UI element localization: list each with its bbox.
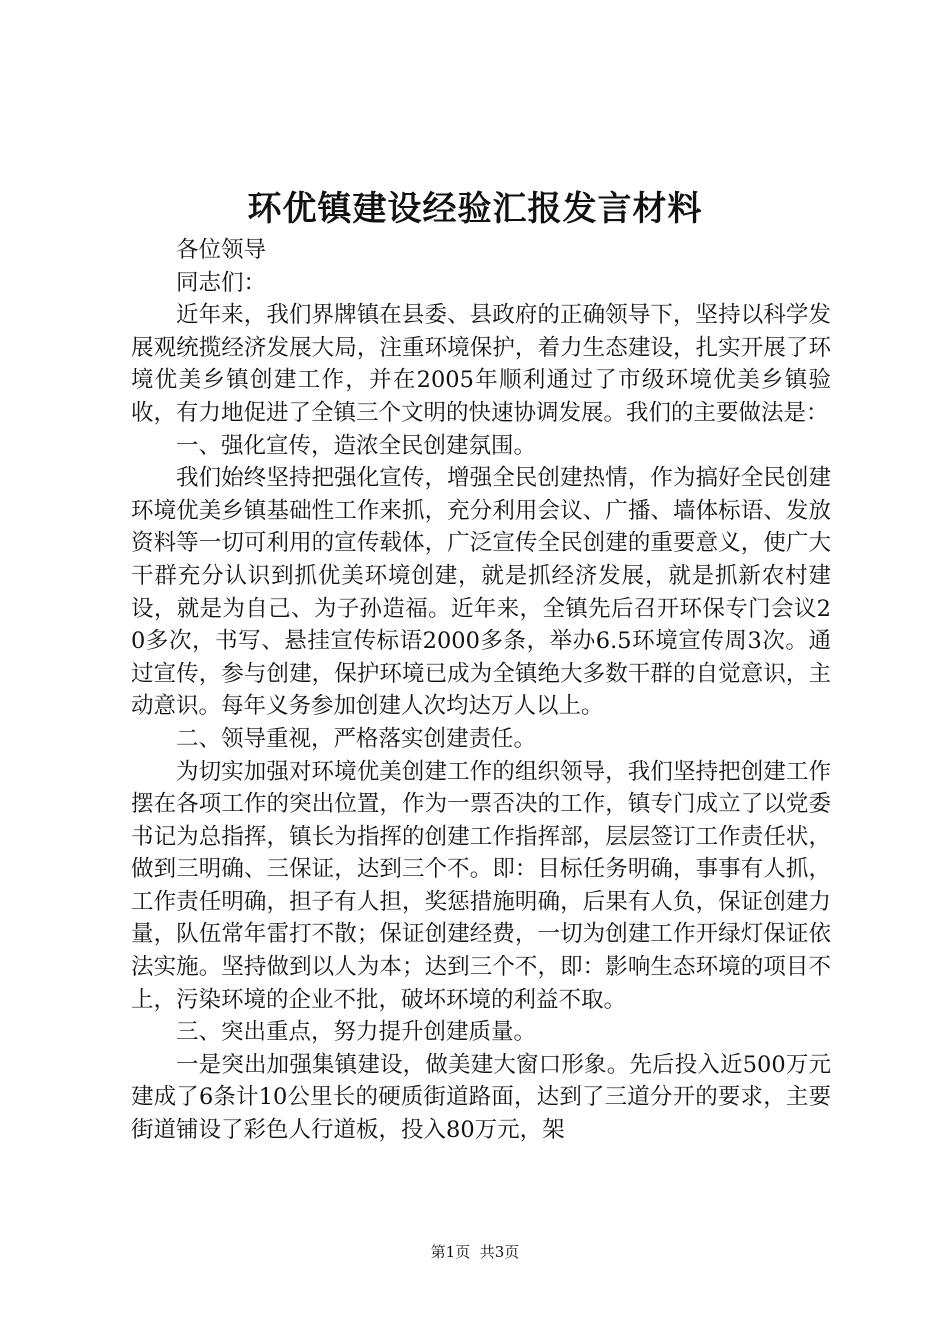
section-heading-2: 二、领导重视，严格落实创建责任。 [176,725,537,752]
section-paragraph-1: 我们始终坚持把强化宣传，增强全民创建热情，作为搞好全民创建环境优美乡镇基础性工作来抓，充分利用会议、广播、墙体标语、发放资料等一切可利用的宣传载体，广泛宣传全民创建的重要意义，使广大干群充分认识到抓优美环境创建，就是抓经济发展，就是抓新农村建设，就是为自己、为子孙造福。近年来，全镇先后召开环保专门会议20多次，书写、悬挂宣传标语2000多条，举办6.5环境宣传周3次。通过宣传，参与创建，保护环境已成为全镇绝大多数干群的自觉意识，主动意识。每年义务参加创建人次均达万人以上。 [131,465,831,720]
section-heading-1: 一、强化宣传，造浓全民创建氛围。 [176,432,537,459]
page-total: 共3页 [479,1243,520,1261]
document-body [131,234,831,1147]
section-paragraph-2: 为切实加强对环境优美创建工作的组织领导，我们坚持把创建工作摆在各项工作的突出位置，作为一票否决的工作，镇专门成立了以党委书记为总指挥，镇长为指挥的创建工作指挥部，层层签订工作责任状，做到三明确、三保证，达到三个不。即：目标任务明确，事事有人抓，工作责任明确，担子有人担，奖惩措施明确，后果有人负，保证创建力量，队伍常年雷打不散；保证创建经费，一切为创建工作开绿灯保证依法实施。坚持做到以人为本；达到三个不，即：影响生态环境的项目不上，污染环境的企业不批，破坏环境的利益不取。 [131,758,831,1013]
page-footer [0,1242,950,1262]
page-number: 第1页 [430,1243,471,1261]
section-heading-3: 三、突出重点，努力提升创建质量。 [176,1019,537,1046]
salutation-leaders: 各位领导 [176,237,267,263]
intro-paragraph: 近年来，我们界牌镇在县委、县政府的正确领导下，坚持以科学发展观统揽经济发展大局，注重环境保护，着力生态建设，扎实开展了环境优美乡镇创建工作，并在2005年顺利通过了市级环境优美乡镇验收，有力地促进了全镇三个文明的快速协调发展。我们的主要做法是： [131,302,831,426]
salutation-comrades: 同志们： [176,269,267,296]
document-title: 环优镇建设经验汇报发言材料 [247,189,703,229]
section-paragraph-3: 一是突出加强集镇建设，做美建大窗口形象。先后投入近500万元建成了6条计10公里长的硬质街道路面，达到了三道分开的要求，主要街道铺设了彩色人行道板，投入80万元，架 [131,1051,831,1144]
